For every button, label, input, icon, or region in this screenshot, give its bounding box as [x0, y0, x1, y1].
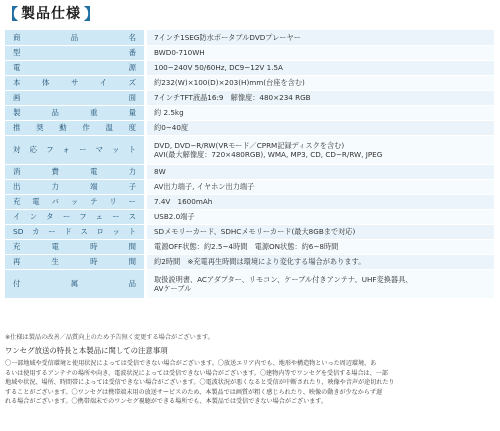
spec-value: 取扱説明書、ACアダプター、リモコン、ケーブル付きアンテナ、UHF変換器具、 AVケーブル [146, 269, 495, 298]
spec-row [5, 164, 494, 179]
spec-value: 電源OFF状態：約2.5~4時間 電源ON状態：約6~8時間 [146, 239, 495, 254]
spec-row [5, 209, 494, 224]
spec-label: 画面 [5, 90, 146, 105]
spec-row [5, 224, 494, 239]
spec-label: 電源 [5, 60, 146, 75]
spec-row [5, 30, 494, 45]
spec-label: 出力端子 [5, 179, 146, 194]
spec-label: SDカードスロット [5, 224, 146, 239]
spec-row [5, 60, 494, 75]
header-bracket-close: 】 [84, 4, 100, 23]
spec-row [5, 135, 494, 164]
spec-label: 充電バッテリー [5, 194, 146, 209]
spec-value: 約 2.5kg [146, 105, 495, 120]
spec-label: 充電時間 [5, 239, 146, 254]
spec-label: 型番 [5, 45, 146, 60]
spec-label: 付属品 [5, 269, 146, 298]
notice-body [5, 359, 495, 407]
spec-value: 7インチTFT液晶16:9 解像度：480×234 RGB [146, 90, 495, 105]
notice-title: ワンセグ放送の特長と本製品に関しての注意事項 [5, 346, 168, 355]
notice-line: 〇一部地域や受信環境と使用状況によっては受信できない場合がございます。〇放送エリア内でも、地形や構造物といった周辺環境、あ [5, 360, 377, 367]
spec-label: インターフェース [5, 209, 146, 224]
spec-row [5, 45, 494, 60]
spec-value: SDメモリーカード、SDHCメモリーカード(最大8GBまで対応) [146, 224, 495, 239]
spec-value: DVD, DVD−R/RW(VRモード／CPRM記録ディスクを含む) AVI(最大解像度：720×480RGB), WMA, MP3, CD, CD−R/RW, JPEG [146, 135, 495, 164]
spec-row [5, 194, 494, 209]
notice-line: れる場合がございます。〇携帯端末でのワンセグ視聴ができる場所でも、本製品では受信できない場合がございます。 [5, 398, 327, 406]
spec-row [5, 254, 494, 269]
spec-row [5, 269, 494, 298]
spec-value: USB2.0端子 [146, 209, 495, 224]
spec-row [5, 239, 494, 254]
spec-row [5, 105, 494, 120]
spec-value: 約0~40度 [146, 120, 495, 135]
spec-value: 約232(W)×100(D)×203(H)mm(台座を含む) [146, 75, 495, 90]
spec-footnote: ※仕様は製品の改善／品質向上のため予告無く変更する場合がございます。 [5, 334, 214, 341]
notice-line: 地域や状況、場所、時間帯によっては受信できない場合がございます。〇電波状況が悪くなると受信が中断されたり、映像や音声が途切れたり [5, 379, 395, 387]
notice-line: することがございます。〇ワンセグは携帯端末用の放送サービスのため、本製品では画質が粗く感じられたり、映像の動きが少なからず遅 [5, 388, 383, 396]
notice-line: るいは使用するアンテナの場所や向き、電波状況によっては受信できない場合がございます。〇建物内等でワンセグを受信する場合は、一部 [5, 369, 388, 377]
spec-value: 7インチ1SEG防水ポータブルDVDプレーヤー [146, 30, 495, 45]
header-bracket-open: 【 [3, 4, 19, 23]
spec-row [5, 179, 494, 194]
spec-value: 約2時間 ※充電再生時間は環境により変化する場合があります。 [146, 254, 495, 269]
spec-label: 再生時間 [5, 254, 146, 269]
spec-row [5, 75, 494, 90]
spec-table [5, 30, 494, 299]
spec-row [5, 120, 494, 135]
spec-value: 8W [146, 164, 495, 179]
spec-label: 製品重量 [5, 105, 146, 120]
spec-label: 商品名 [5, 30, 146, 45]
spec-label: 消費電力 [5, 164, 146, 179]
spec-row [5, 90, 494, 105]
spec-label: 本体サイズ [5, 75, 146, 90]
spec-label: 対応フォーマット [5, 135, 146, 164]
spec-value: 100~240V 50/60Hz, DC9~12V 1.5A [146, 60, 495, 75]
spec-value: BWD0-710WH [146, 45, 495, 60]
spec-value: 7.4V 1600mAh [146, 194, 495, 209]
page-title: 製品仕様 [21, 6, 82, 22]
section-header [3, 2, 99, 24]
spec-value: AV出力端子, イヤホン出力端子 [146, 179, 495, 194]
spec-label: 推奨動作温度 [5, 120, 146, 135]
